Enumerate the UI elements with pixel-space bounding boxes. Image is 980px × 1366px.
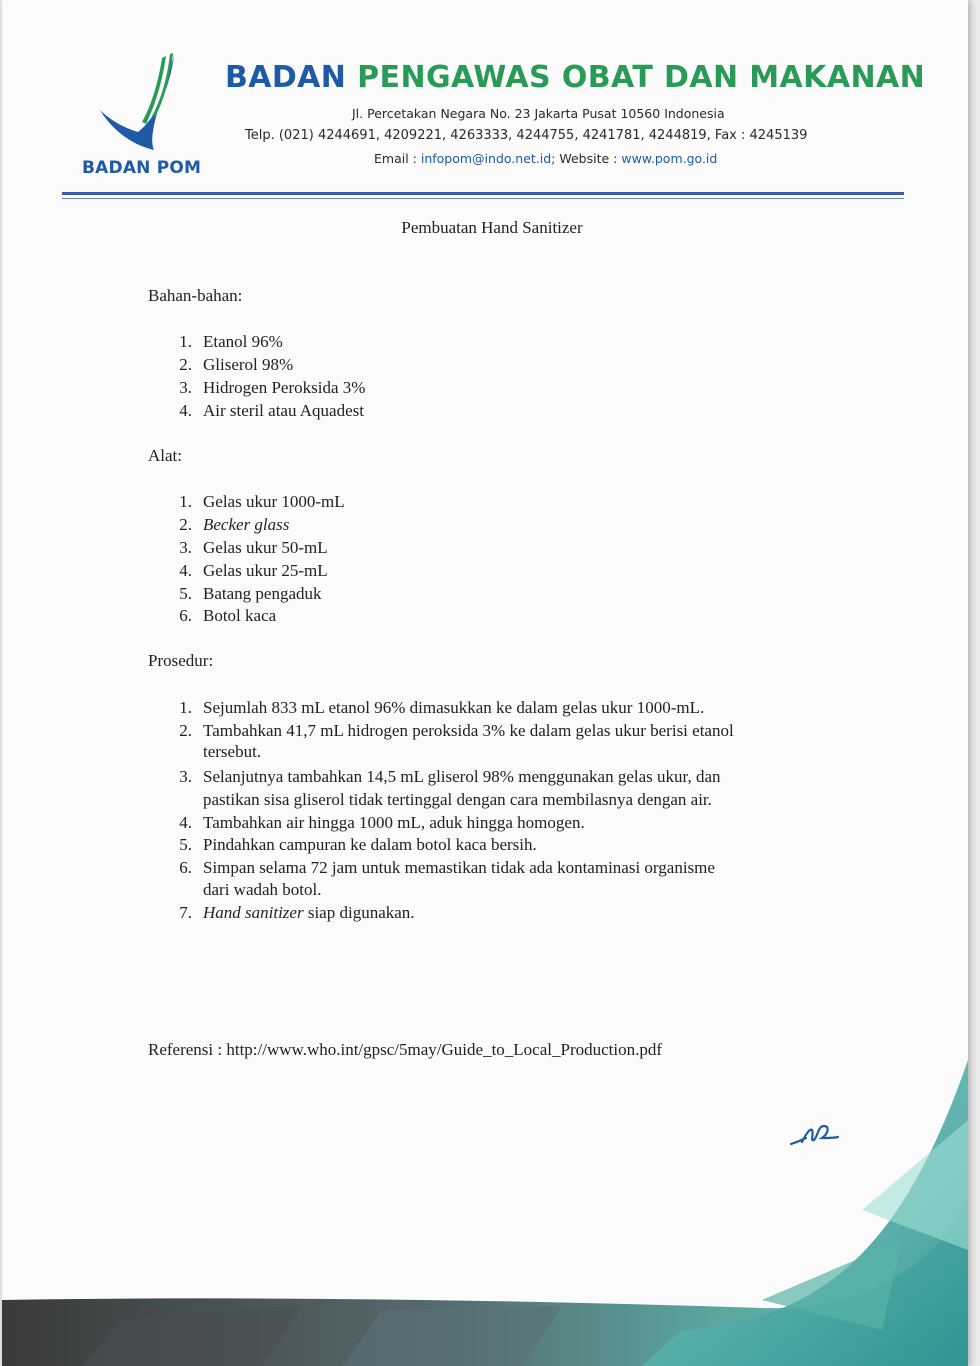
website-link[interactable]: www.pom.go.id — [621, 151, 718, 166]
list-item-rest: siap digunakan. — [303, 903, 415, 922]
logo-text: BADAN POM — [82, 158, 202, 178]
document-page — [2, 0, 968, 1366]
agency-name-part1: BADAN — [225, 60, 347, 95]
website-label: Website : — [555, 151, 622, 166]
list-number: 1. — [179, 698, 192, 717]
list-number: 7. — [179, 903, 192, 922]
list-item: Becker glass — [203, 515, 290, 534]
list-item: Botol kaca — [203, 606, 277, 625]
list-item: Etanol 96% — [203, 332, 283, 351]
italic-term: Hand sanitizer — [203, 903, 304, 922]
list-number: 1. — [179, 492, 192, 511]
list-item: Hidrogen Peroksida 3% — [203, 378, 366, 397]
list-number: 3. — [179, 378, 192, 397]
list-number: 5. — [179, 835, 192, 854]
list-item: Gelas ukur 50-mL — [203, 538, 328, 557]
list-item: Selanjutnya tambahkan 14,5 mL gliserol 98% menggunakan gelas ukur, dan — [203, 767, 721, 786]
list-number: 4. — [179, 813, 192, 832]
list-number: 2. — [179, 515, 192, 534]
list-item: Tambahkan air hingga 1000 mL, aduk hingga homogen. — [203, 813, 585, 832]
email-label: Email : — [374, 151, 421, 166]
list-item: Air steril atau Aquadest — [203, 401, 364, 420]
list-number: 2. — [179, 355, 192, 374]
list-number: 1. — [179, 332, 192, 351]
list-number: 4. — [179, 401, 192, 420]
list-item: Gelas ukur 1000-mL — [203, 492, 345, 511]
list-item: Batang pengaduk — [203, 584, 322, 603]
list-item: Tambahkan 41,7 mL hidrogen peroksida 3% ke dalam gelas ukur berisi etanol — [203, 721, 734, 740]
list-item: Gliserol 98% — [203, 355, 294, 374]
list-number: 3. — [179, 767, 192, 786]
phone-fax: Telp. (021) 4244691, 4209221, 4263333, 4244755, 4241781, 4244819, Fax : 4245139 — [245, 128, 808, 143]
list-item: Gelas ukur 25-mL — [203, 561, 328, 580]
list-item: Simpan selama 72 jam untuk memastikan tidak ada kontaminasi organisme — [203, 858, 715, 877]
address: Jl. Percetakan Negara No. 23 Jakarta Pusat 10560 Indonesia — [352, 106, 725, 121]
footer-decoration — [2, 0, 968, 1366]
list-number: 6. — [179, 858, 192, 877]
list-number: 2. — [179, 721, 192, 740]
list-item-continuation: tersebut. — [203, 742, 262, 761]
list-item-continuation: pastikan sisa gliserol tidak tertinggal dengan cara membilasnya dengan air. — [203, 790, 712, 809]
email-link[interactable]: infopom@indo.net.id; — [420, 151, 556, 166]
tools-heading: Alat: — [148, 446, 182, 465]
list-number: 5. — [179, 584, 192, 603]
materials-heading: Bahan-bahan: — [148, 286, 243, 305]
procedure-heading: Prosedur: — [148, 651, 214, 670]
list-number: 4. — [179, 561, 192, 580]
list-number: 6. — [179, 606, 192, 625]
reference: Referensi : http://www.who.int/gpsc/5may/Guide_to_Local_Production.pdf — [148, 1040, 663, 1059]
list-item: Sejumlah 833 mL etanol 96% dimasukkan ke dalam gelas ukur 1000-mL. — [203, 698, 705, 717]
list-number: 3. — [179, 538, 192, 557]
list-item-continuation: dari wadah botol. — [203, 880, 322, 899]
document-title: Pembuatan Hand Sanitizer — [401, 218, 583, 237]
agency-name-part2: PENGAWAS OBAT DAN MAKANAN — [357, 60, 926, 95]
list-item: Pindahkan campuran ke dalam botol kaca bersih. — [203, 835, 537, 854]
